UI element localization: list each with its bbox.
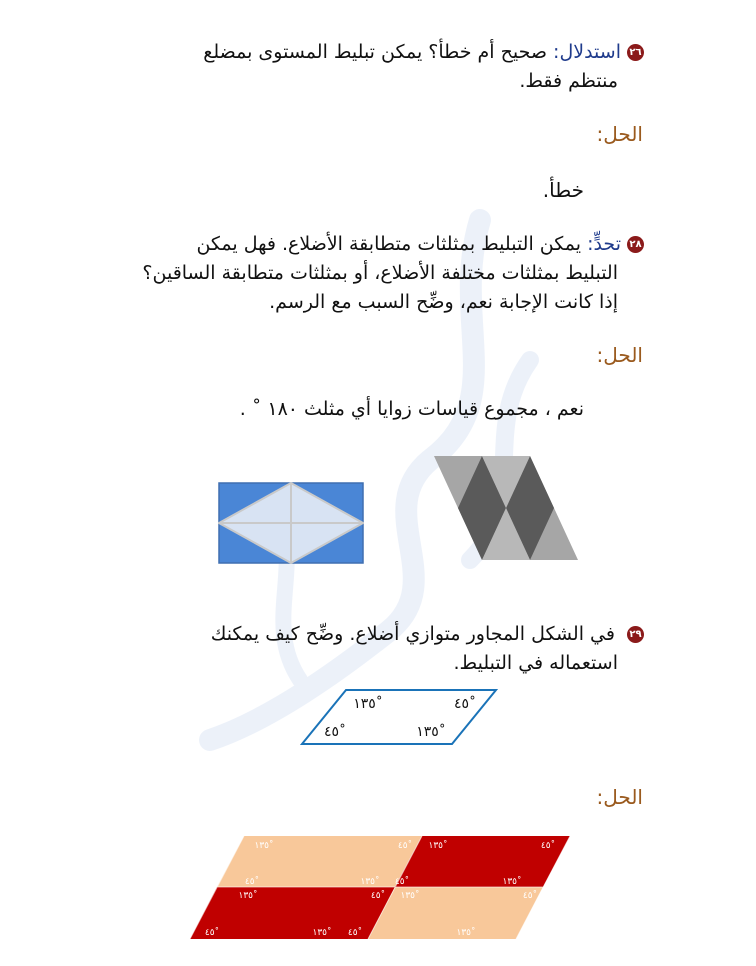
tile-angle-label: ١٣٥˚ <box>312 928 332 938</box>
question-text-line: يمكن التبليط بمثلثات متطابقة الأضلاع. فهل يمكن <box>196 233 582 255</box>
tile-angle-label: ١٣٥˚ <box>502 877 522 887</box>
tile-angle-label: ٤٥˚ <box>522 891 538 901</box>
question-keyword: تحدٍّ: <box>587 233 621 255</box>
solution-answer: خطأ. <box>542 178 584 202</box>
question-number-badge: ٢٩ <box>627 626 644 643</box>
question-number-badge: ٢٦ <box>627 44 644 61</box>
tile-angle-label: ١٣٥˚ <box>360 877 380 887</box>
tile-angle-label: ٤٥˚ <box>204 928 220 938</box>
question-text-line: في الشكل المجاور متوازي أضلاع. وضِّح كيف يمكنك <box>210 623 615 645</box>
solution-label: الحل: <box>596 343 643 367</box>
angle-label: ٤٥˚ <box>323 724 347 740</box>
solution-label: الحل: <box>596 785 643 809</box>
question-26 <box>84 38 644 96</box>
question-29 <box>44 620 644 678</box>
parallelogram-tiling-figure <box>190 834 574 942</box>
angle-label: ١٣٥˚ <box>353 696 383 712</box>
tile-angle-label: ٤٥˚ <box>540 841 556 851</box>
tile-angle-label: ١٣٥˚ <box>400 891 420 901</box>
question-text-line: إذا كانت الإجابة نعم، وضِّح السبب مع الرسم. <box>269 291 618 313</box>
tile-angle-label: ١٣٥˚ <box>254 841 274 851</box>
tile-angle-label: ٤٥˚ <box>347 928 363 938</box>
solution-answer: نعم ، مجموع قياسات زوايا أي مثلث ١٨٠ ˚ . <box>239 398 584 420</box>
tile-angle-label: ٤٥˚ <box>397 841 413 851</box>
tile-angle-label: ١٣٥˚ <box>238 891 258 901</box>
parallelogram-figure <box>300 688 500 746</box>
tile-angle-label: ٤٥˚ <box>370 891 386 901</box>
question-text-line: صحيح أم خطأ؟ يمكن تبليط المستوى بمضلع <box>203 41 547 63</box>
tile-angle-label: ٤٥˚ <box>244 877 260 887</box>
isosceles-tiling-figure <box>218 482 364 564</box>
tile-angle-label: ١٣٥˚ <box>428 841 448 851</box>
question-number-badge: ٢٨ <box>627 236 644 253</box>
tile-angle-label: ٤٥˚ <box>394 877 410 887</box>
question-text-line: استعماله في التبليط. <box>453 652 618 674</box>
question-28 <box>4 230 644 317</box>
question-text-line: التبليط بمثلثات مختلفة الأضلاع، أو بمثلثات متطابقة الساقين؟ <box>142 262 618 284</box>
angle-label: ١٣٥˚ <box>416 724 446 740</box>
question-keyword: استدلال: <box>553 41 621 63</box>
tile-angle-label: ١٣٥˚ <box>456 928 476 938</box>
solution-label: الحل: <box>596 122 643 146</box>
angle-label: ٤٥˚ <box>453 696 477 712</box>
question-text-line: منتظم فقط. <box>519 70 618 92</box>
scalene-tiling-figure <box>434 456 580 562</box>
